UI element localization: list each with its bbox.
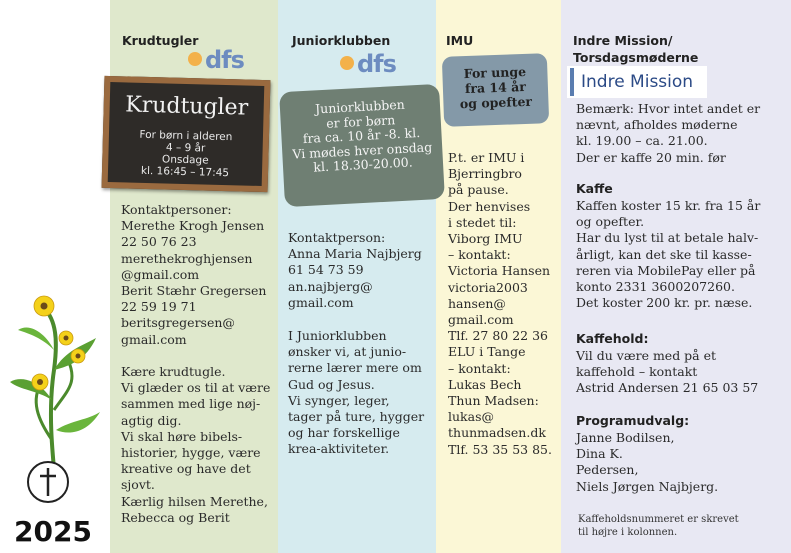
dfs-logo-icon xyxy=(340,56,354,70)
imu-body: P.t. er IMU i Bjerringbro på pause. Der henvises i stedet til: Viborg IMU – kontakt: Victoria Hansen victoria2003 hansen@ gmail.com Tlf. 27 80 22 36 ELU i Tange – kontakt: Lukas Bech Thun Madsen: lukas@ thunmadsen.dk Tlf. 53 35 53 85. xyxy=(448,150,552,457)
juniorklubben-contact: Kontaktperson: Anna Maria Najbjerg 61 54 73 59 an.najbjerg@ gmail.com xyxy=(288,230,422,310)
indre-mission-intro: Bemærk: Hvor intet andet er nævnt, afholdes møderne kl. 19.00 – ca. 21.00. Der er kaffe 20 min. før xyxy=(576,101,761,165)
chalkboard-text: For børn i alderen 4 – 9 år Onsdage kl. 16:45 – 17:45 xyxy=(139,128,233,180)
programudvalg-body: Janne Bodilsen, Dina K. Pedersen, Niels Jørgen Najbjerg. xyxy=(576,430,719,494)
dfs-logo-icon xyxy=(188,52,202,66)
programudvalg-heading: Programudvalg: xyxy=(576,413,690,428)
kaffehold-heading: Kaffehold: xyxy=(576,331,649,346)
dfs-logo: dfs xyxy=(188,46,244,74)
indre-mission-logo: Indre Mission xyxy=(567,66,707,98)
chalkboard-sign xyxy=(102,76,271,192)
chalkboard-title: Krudtugler xyxy=(124,92,249,121)
krudtugler-heading: Krudtugler xyxy=(122,33,199,48)
footnote: Kaffeholdsnummeret er skrevet til højre i kolonnen. xyxy=(578,514,739,538)
imu-heading: IMU xyxy=(446,33,474,48)
krudtugler-body: Kontaktpersoner: Merethe Krogh Jensen 22 50 76 23 merethekroghjensen @gmail.com Berit Stæhr Gregersen 22 59 19 71 beritsgregersen@ gmail.com Kære krudtugle. Vi glæder os til at være sammen med lige nøj- agtig dig. Vi skal høre bibels- historier, hygge, være kreative og have det sjovt. Kærlig hilsen Merethe, Rebecca og Berit xyxy=(121,202,271,525)
indre-mission-heading: Indre Mission/ Torsdagsmøderne xyxy=(573,33,699,65)
indre-mission-logo-icon xyxy=(570,68,574,96)
kaffe-body: Kaffen koster 15 kr. fra 15 år og opefter. Har du lyst til at betale halv- årligt, kan det ske til kasse- reren via MobilePay eller på konto 2331 3600207260. Det koster 200 kr. pr. næse. xyxy=(576,198,761,311)
sunflower-illustration xyxy=(8,290,108,505)
juniorklubben-body: I Juniorklubben ønsker vi, at junio- rerne lærer mere om Gud og Jesus. Vi synger, leger, tager på ture, hygger og har forskellige krea-aktiviteter. xyxy=(288,328,425,457)
dfs-logo: dfs xyxy=(340,50,396,78)
imu-info-box: For unge fra 14 år og opefter xyxy=(442,53,549,127)
juniorklubben-info-box: Juniorklubben er for børn fra ca. 10 år -8. kl. Vi mødes hver onsdag kl. 18.30-20.00. xyxy=(279,84,445,207)
kaffehold-body: Vil du være med på et kaffehold – kontakt Astrid Andersen 21 65 03 57 xyxy=(576,348,759,396)
year-label: 2025 xyxy=(14,515,92,548)
kaffe-heading: Kaffe xyxy=(576,181,613,196)
juniorklubben-heading: Juniorklubben xyxy=(292,33,391,48)
